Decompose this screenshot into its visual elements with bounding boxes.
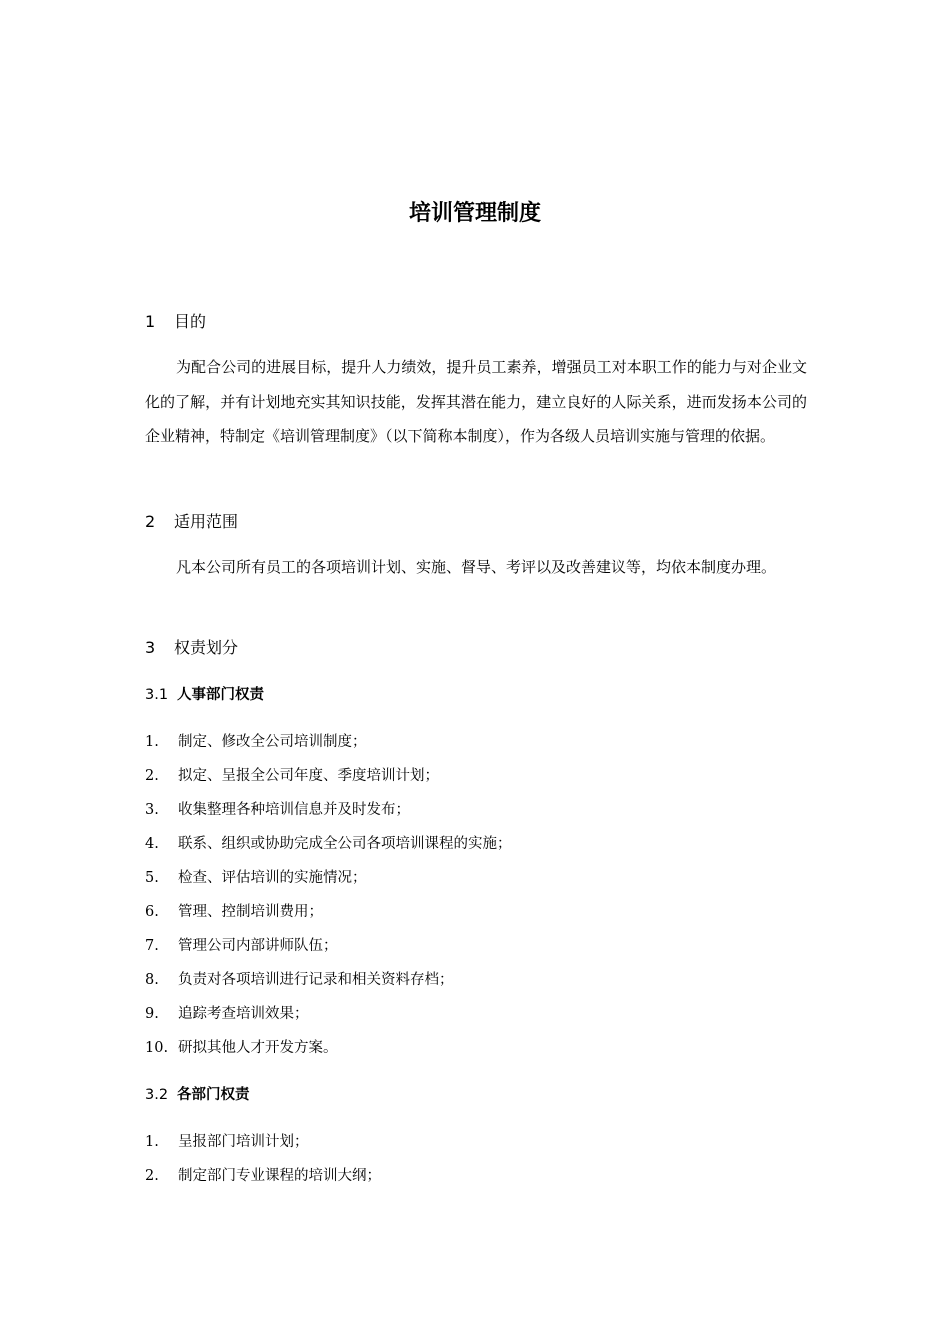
list-item-text: 管理、控制培训费用； — [178, 904, 323, 920]
list-item-text: 管理公司内部讲师队伍； — [178, 938, 338, 954]
subsection-title: 各部门权责 — [177, 1087, 250, 1103]
section-number: 2 — [145, 512, 156, 531]
list-item-number: 8. — [145, 972, 159, 988]
list-item-text: 联系、组织或协助完成全公司各项培训课程的实施； — [178, 836, 512, 852]
list-item-text: 制定、修改全公司培训制度； — [178, 734, 367, 750]
list-item — [145, 765, 439, 787]
list-item-text: 负责对各项培训进行记录和相关资料存档； — [178, 972, 454, 988]
list-item-number: 2. — [145, 768, 159, 784]
list-item-number: 9. — [145, 1006, 159, 1022]
subsection-heading — [145, 684, 264, 706]
list-item-number: 6. — [145, 904, 159, 920]
list-item — [145, 799, 410, 821]
list-item — [145, 901, 323, 923]
subsection-number: 3.1 — [145, 687, 169, 703]
section-title: 权责划分 — [174, 638, 239, 657]
section-heading — [145, 310, 206, 334]
document-title: 培训管理制度 — [408, 201, 541, 226]
section-heading — [145, 510, 238, 534]
list-item — [145, 969, 454, 991]
list-item — [145, 1131, 309, 1153]
section-title: 目的 — [174, 312, 207, 331]
list-item — [145, 1003, 309, 1025]
section-title: 适用范围 — [174, 512, 239, 531]
list-item-number: 5. — [145, 870, 159, 886]
list-item-text: 收集整理各种培训信息并及时发布； — [178, 802, 410, 818]
section-heading — [145, 636, 238, 660]
subsection-heading — [145, 1084, 250, 1106]
list-item-number: 4. — [145, 836, 159, 852]
section-paragraph: 凡本公司所有员工的各项培训计划、实施、督导、考评以及改善建议等，均依本制度办理。 — [176, 558, 777, 576]
list-item-number: 2. — [145, 1168, 159, 1184]
list-item — [145, 833, 512, 855]
list-item-number: 7. — [145, 938, 159, 954]
list-item — [145, 1165, 381, 1187]
section-paragraph: 为配合公司的进展目标，提升人力绩效，提升员工素养，增强员工对本职工作的能力与对企业文化的了解，并有计划地充实其知识技能，发挥其潜在能力，建立良好的人际关系，进而发扬本公司的企业精神，特制定《培训管理制度》（以下简称本制度），作为各级人员培训实施与管理的依据。 — [145, 358, 807, 446]
section-number: 3 — [145, 638, 156, 657]
section-number: 1 — [145, 312, 156, 331]
list-item-number: 1. — [145, 1134, 159, 1150]
list-item-text: 研拟其他人才开发方案。 — [178, 1040, 338, 1056]
list-item-number: 10. — [145, 1040, 169, 1056]
list-item-text: 制定部门专业课程的培训大纲； — [178, 1168, 381, 1184]
list-item-number: 1. — [145, 734, 159, 750]
list-item-text: 拟定、呈报全公司年度、季度培训计划； — [178, 768, 439, 784]
subsection-number: 3.2 — [145, 1087, 169, 1103]
list-item — [145, 731, 367, 753]
list-item-text: 检查、评估培训的实施情况； — [178, 870, 367, 886]
list-item — [145, 935, 338, 957]
list-item-text: 追踪考查培训效果； — [178, 1006, 309, 1022]
list-item — [145, 1037, 338, 1059]
list-item-number: 3. — [145, 802, 159, 818]
subsection-title: 人事部门权责 — [177, 687, 264, 703]
list-item-text: 呈报部门培训计划； — [178, 1134, 309, 1150]
list-item — [145, 867, 367, 889]
